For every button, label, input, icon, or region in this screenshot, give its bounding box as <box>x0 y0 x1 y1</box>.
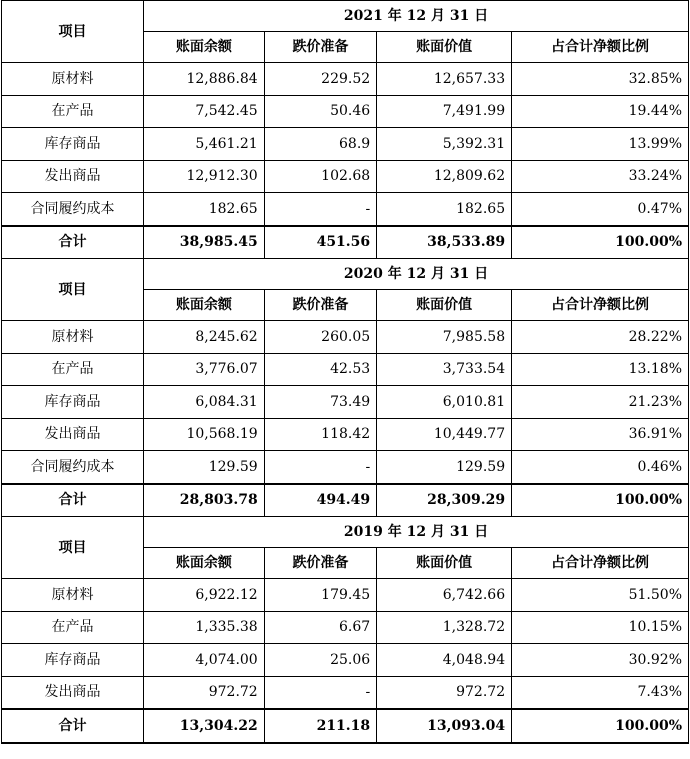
column-header: 账面余额 <box>144 548 265 579</box>
row-item-name: 原材料 <box>2 63 144 96</box>
column-header: 账面价值 <box>377 548 512 579</box>
row-book-value-value: 10,449.77 <box>377 418 512 451</box>
year-header: 2021 年 12 月 31 日 <box>144 1 689 32</box>
column-header: 账面余额 <box>144 32 265 63</box>
row-ratio-value: 13.18% <box>512 353 689 386</box>
row-ratio-value: 32.85% <box>512 63 689 96</box>
row-impairment-value: 42.53 <box>264 353 376 386</box>
total-ratio-value: 100.00% <box>512 484 689 517</box>
total-label: 合计 <box>2 709 144 743</box>
row-book-value-value: 1,328.72 <box>377 611 512 644</box>
year-header: 2020 年 12 月 31 日 <box>144 259 689 290</box>
row-impairment-value: - <box>264 676 376 709</box>
item-column-header: 项目 <box>2 517 144 579</box>
row-item-name: 原材料 <box>2 321 144 354</box>
row-item-name: 合同履约成本 <box>2 451 144 484</box>
row-ratio-value: 51.50% <box>512 579 689 612</box>
table-row <box>2 386 689 419</box>
column-header: 跌价准备 <box>264 32 376 63</box>
row-balance-value: 12,912.30 <box>144 160 265 193</box>
row-balance-value: 182.65 <box>144 193 265 226</box>
table-row <box>2 579 689 612</box>
column-header: 跌价准备 <box>264 290 376 321</box>
row-impairment-value: 260.05 <box>264 321 376 354</box>
row-book-value-value: 7,491.99 <box>377 95 512 128</box>
total-book-value-value: 38,533.89 <box>377 226 512 259</box>
column-header: 占合计净额比例 <box>512 32 689 63</box>
row-impairment-value: 73.49 <box>264 386 376 419</box>
table-row <box>2 451 689 484</box>
row-book-value-value: 4,048.94 <box>377 644 512 677</box>
total-row <box>2 484 689 517</box>
row-book-value-value: 12,657.33 <box>377 63 512 96</box>
inventory-table-container <box>1 0 689 744</box>
total-book-value-value: 28,309.29 <box>377 484 512 517</box>
row-ratio-value: 0.46% <box>512 451 689 484</box>
row-balance-value: 4,074.00 <box>144 644 265 677</box>
table-row <box>2 321 689 354</box>
row-impairment-value: 179.45 <box>264 579 376 612</box>
row-book-value-value: 972.72 <box>377 676 512 709</box>
row-balance-value: 6,084.31 <box>144 386 265 419</box>
table-row <box>2 644 689 677</box>
row-impairment-value: 6.67 <box>264 611 376 644</box>
row-impairment-value: 102.68 <box>264 160 376 193</box>
year-header: 2019 年 12 月 31 日 <box>144 517 689 548</box>
total-impairment-value: 451.56 <box>264 226 376 259</box>
total-impairment-value: 494.49 <box>264 484 376 517</box>
total-balance-value: 13,304.22 <box>144 709 265 743</box>
inventory-table <box>1 0 689 744</box>
row-ratio-value: 10.15% <box>512 611 689 644</box>
row-item-name: 在产品 <box>2 95 144 128</box>
table-row <box>2 193 689 226</box>
inventory-table-body <box>2 1 689 743</box>
row-book-value-value: 3,733.54 <box>377 353 512 386</box>
row-item-name: 在产品 <box>2 611 144 644</box>
row-balance-value: 3,776.07 <box>144 353 265 386</box>
row-impairment-value: 50.46 <box>264 95 376 128</box>
total-label: 合计 <box>2 484 144 517</box>
row-item-name: 合同履约成本 <box>2 193 144 226</box>
row-ratio-value: 21.23% <box>512 386 689 419</box>
row-ratio-value: 0.47% <box>512 193 689 226</box>
total-book-value-value: 13,093.04 <box>377 709 512 743</box>
row-balance-value: 129.59 <box>144 451 265 484</box>
table-row <box>2 611 689 644</box>
column-header: 跌价准备 <box>264 548 376 579</box>
column-header: 账面价值 <box>377 290 512 321</box>
table-row <box>2 128 689 161</box>
row-impairment-value: 25.06 <box>264 644 376 677</box>
row-impairment-value: 68.9 <box>264 128 376 161</box>
row-book-value-value: 7,985.58 <box>377 321 512 354</box>
row-item-name: 原材料 <box>2 579 144 612</box>
row-balance-value: 6,922.12 <box>144 579 265 612</box>
table-row <box>2 353 689 386</box>
row-balance-value: 5,461.21 <box>144 128 265 161</box>
row-book-value-value: 6,742.66 <box>377 579 512 612</box>
section-header-row <box>2 1 689 32</box>
row-impairment-value: - <box>264 193 376 226</box>
table-row <box>2 676 689 709</box>
row-balance-value: 10,568.19 <box>144 418 265 451</box>
row-impairment-value: 118.42 <box>264 418 376 451</box>
row-impairment-value: - <box>264 451 376 484</box>
table-row <box>2 160 689 193</box>
row-ratio-value: 13.99% <box>512 128 689 161</box>
row-balance-value: 1,335.38 <box>144 611 265 644</box>
table-row <box>2 95 689 128</box>
total-balance-value: 38,985.45 <box>144 226 265 259</box>
row-item-name: 库存商品 <box>2 128 144 161</box>
row-item-name: 库存商品 <box>2 386 144 419</box>
section-header-row <box>2 517 689 548</box>
row-balance-value: 972.72 <box>144 676 265 709</box>
column-header: 账面价值 <box>377 32 512 63</box>
row-item-name: 发出商品 <box>2 418 144 451</box>
row-impairment-value: 229.52 <box>264 63 376 96</box>
row-book-value-value: 12,809.62 <box>377 160 512 193</box>
row-book-value-value: 5,392.31 <box>377 128 512 161</box>
row-item-name: 库存商品 <box>2 644 144 677</box>
item-column-header: 项目 <box>2 259 144 321</box>
column-header: 占合计净额比例 <box>512 548 689 579</box>
row-balance-value: 12,886.84 <box>144 63 265 96</box>
total-balance-value: 28,803.78 <box>144 484 265 517</box>
total-ratio-value: 100.00% <box>512 226 689 259</box>
row-ratio-value: 30.92% <box>512 644 689 677</box>
total-ratio-value: 100.00% <box>512 709 689 743</box>
row-book-value-value: 182.65 <box>377 193 512 226</box>
column-header: 账面余额 <box>144 290 265 321</box>
total-row <box>2 709 689 743</box>
row-item-name: 在产品 <box>2 353 144 386</box>
row-item-name: 发出商品 <box>2 160 144 193</box>
row-ratio-value: 7.43% <box>512 676 689 709</box>
row-book-value-value: 129.59 <box>377 451 512 484</box>
row-ratio-value: 36.91% <box>512 418 689 451</box>
total-impairment-value: 211.18 <box>264 709 376 743</box>
table-row <box>2 63 689 96</box>
row-ratio-value: 19.44% <box>512 95 689 128</box>
total-label: 合计 <box>2 226 144 259</box>
table-row <box>2 418 689 451</box>
row-balance-value: 7,542.45 <box>144 95 265 128</box>
item-column-header: 项目 <box>2 1 144 63</box>
row-ratio-value: 28.22% <box>512 321 689 354</box>
total-row <box>2 226 689 259</box>
column-header: 占合计净额比例 <box>512 290 689 321</box>
section-header-row <box>2 259 689 290</box>
row-item-name: 发出商品 <box>2 676 144 709</box>
row-ratio-value: 33.24% <box>512 160 689 193</box>
row-balance-value: 8,245.62 <box>144 321 265 354</box>
row-book-value-value: 6,010.81 <box>377 386 512 419</box>
